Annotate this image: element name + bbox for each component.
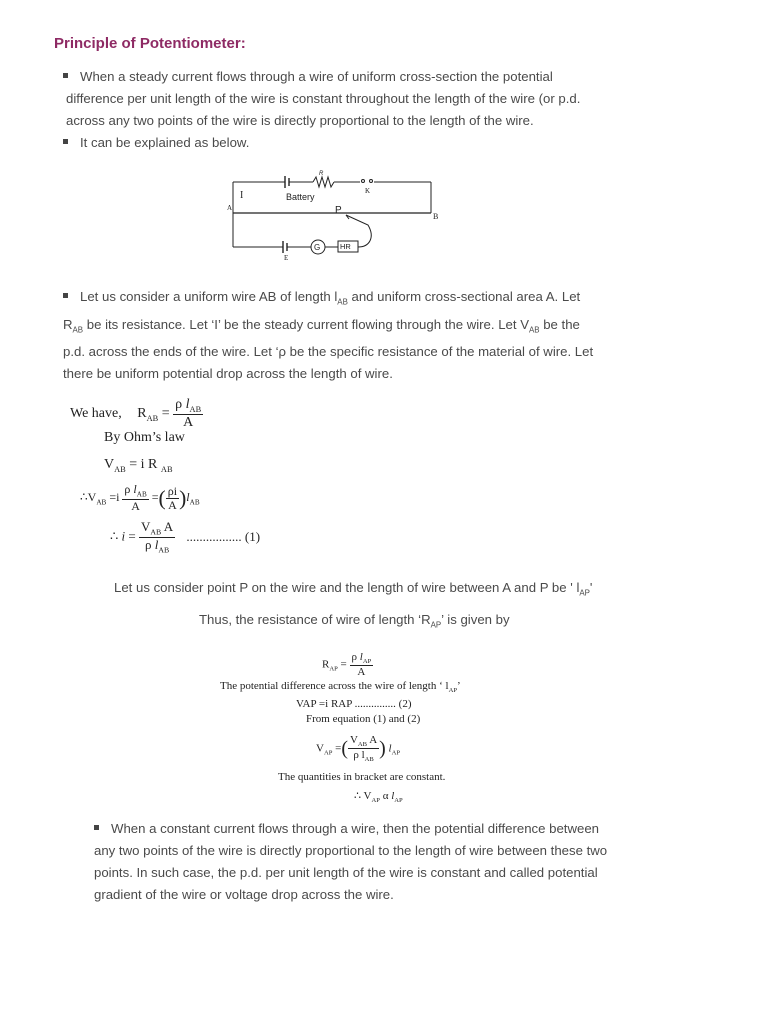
bullet-paragraph-4: When a constant current flows through a wire, then the potential difference between any two points of the wire is directly proportional to the length of wire between these two points. In such case, the p.d. per unit length of the wire is constant and called potential gradient of the wire or voltage drop across the wire. — [94, 821, 608, 902]
bullet-icon — [63, 139, 68, 144]
equation-v-ab-expanded: $\therefore V_{AB} =i$ $\frac{\rho l_{AB}}{A}$ =( $\frac{\rho i}{A}$ )$l_{AB}$ — [80, 482, 200, 514]
label-e: E — [284, 254, 289, 262]
label-k: K — [365, 187, 371, 195]
label-b: B — [433, 212, 439, 221]
label-g: G — [314, 243, 321, 252]
equation-2: VAP =i RAP ............... (2) — [296, 698, 412, 710]
potentiometer-circuit-diagram — [225, 165, 445, 265]
label-battery: Battery — [286, 192, 315, 202]
pd-across-ap-text: The potential difference across the wire of length ‘ $l_{AP}$’ — [220, 680, 461, 695]
label-i: I — [240, 190, 244, 201]
bullet-paragraph-2: It can be explained as below. — [63, 132, 249, 154]
ohms-law-label: By Ohm’s law — [104, 430, 185, 445]
equation-r-ab: We have, $R_{AB}$ = $\frac{\rho l_{AB}}{A}$ — [70, 397, 202, 431]
bullet-paragraph-3: Let us consider a uniform wire AB of length $l_{AB}$ and uniform cross-sectional area A. Let $R_{AB}$ be its resistance. Let ‘I’ be the steady current flowing through the wire. Let $V_{AB}$ be the p.d. across the ends of the wire. Let ‘ρ be the specific resistance of the material of wire. Let there be uniform potential drop across the length of wire. — [63, 289, 594, 382]
label-r: R — [319, 171, 324, 177]
bullet-icon — [94, 825, 99, 830]
equation-v-ab: $V_{AB} = i$ R $_{AB}$ — [104, 457, 173, 474]
from-equation-text: From equation (1) and (2) — [306, 713, 421, 725]
resistance-ap-text: Thus, the resistance of wire of length ‘$R_{AP}$’ is given by — [199, 612, 510, 630]
equation-1: ∴ i = $\frac{V_{AB} A}{\rho l_{AB}}$ ................. (1) — [110, 519, 261, 555]
label-hr: HR — [340, 242, 351, 251]
label-a: A — [227, 204, 233, 212]
bullet-icon — [63, 293, 68, 298]
point-p-text: Let us consider point P on the wire and the length of wire between A and P be ' $l_{AP}'$ — [114, 580, 593, 598]
proportionality-result: ∴ $V_{AP}$ α $l_{AP}$ — [354, 790, 403, 805]
page-title: Principle of Potentiometer: — [54, 35, 246, 52]
equation-v-ap: $V_{AP}$ =( $\frac{V_{AB} A}{\rho l_{AB}}$ ) $l_{AP}$ — [316, 734, 401, 764]
bullet-icon — [63, 73, 68, 78]
quantities-constant-text: The quantities in bracket are constant. — [278, 771, 446, 783]
label-p: P — [335, 205, 342, 216]
equation-r-ap: $R_{AP}$ = $\frac{\rho l_{AP}}{A}$ — [322, 651, 372, 679]
bullet-paragraph-1: When a steady current flows through a wire of uniform cross-section the potential difference per unit length of the wire is constant throughout the length of the wire (or p.d. across any two points of the wire is directly proportional to the length of the wire. — [66, 66, 580, 132]
